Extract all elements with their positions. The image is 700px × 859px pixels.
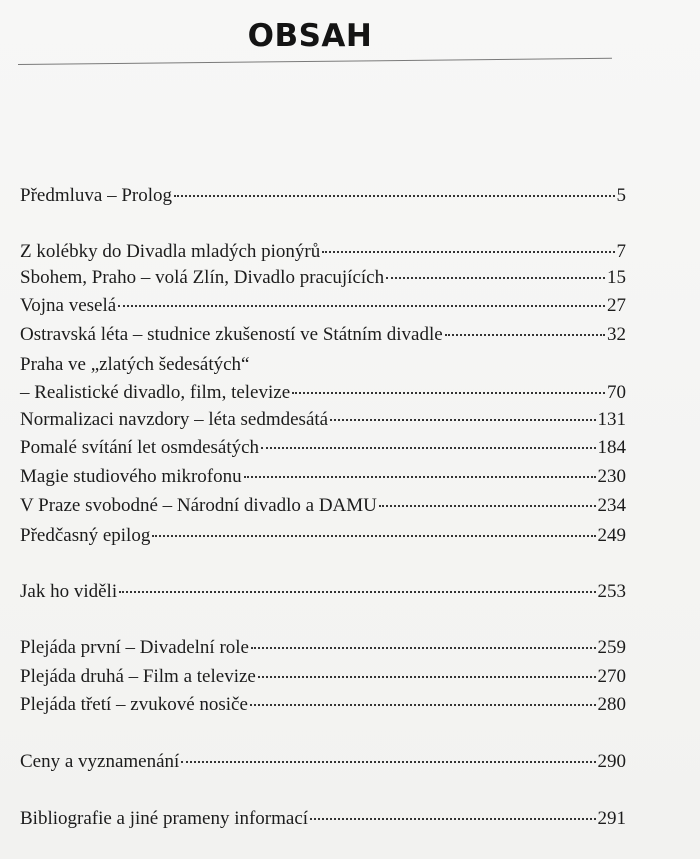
- toc-entry: [20, 408, 626, 432]
- toc-entry: [20, 323, 626, 347]
- toc-entry: [20, 294, 626, 318]
- toc-entry: [20, 436, 626, 460]
- toc-entry: [20, 665, 626, 689]
- toc-entry-page: 291: [597, 808, 626, 829]
- leader-dots: [292, 392, 605, 394]
- toc-entry-title: Ceny a vyznamenání: [20, 751, 180, 772]
- toc-entry-page: 234: [597, 495, 626, 516]
- toc-entry-title: V Praze svobodné – Národní divadlo a DAMU: [20, 495, 377, 516]
- leader-dots: [258, 676, 596, 678]
- title-rule: [18, 58, 612, 65]
- toc-entry: [20, 807, 626, 831]
- toc-entry-title: Praha ve „zlatých šedesátých“: [20, 354, 250, 375]
- toc-entry-title: Předčasný epilog: [20, 525, 151, 546]
- leader-dots: [322, 251, 614, 253]
- toc-entry-title: Magie studiového mikrofonu: [20, 466, 242, 487]
- toc-entry-title: Vojna veselá: [20, 295, 117, 316]
- leader-dots: [379, 505, 596, 507]
- toc-entry: [20, 750, 626, 774]
- toc-entry-page: 280: [597, 694, 626, 715]
- toc-entry-page: 249: [597, 525, 626, 546]
- toc-entry-page: 184: [597, 437, 626, 458]
- toc-entry: [20, 353, 626, 377]
- leader-dots: [251, 647, 596, 649]
- toc-entry-title: Normalizaci navzdory – léta sedmdesátá: [20, 409, 329, 430]
- toc-entry: [20, 494, 626, 518]
- leader-dots: [119, 591, 595, 593]
- leader-dots: [244, 476, 596, 478]
- toc-entry-title: Plejáda první – Divadelní role: [20, 637, 249, 658]
- toc-entry-page: 253: [597, 581, 626, 602]
- toc-entry: [20, 580, 626, 604]
- toc-entry-page: 7: [616, 241, 626, 262]
- toc-entry-page: 290: [597, 751, 626, 772]
- leader-dots: [152, 535, 595, 537]
- page-title: OBSAH: [247, 18, 373, 54]
- toc-entry-page: 270: [597, 666, 626, 687]
- toc-entry-title: Sbohem, Praho – volá Zlín, Divadlo pracujících: [20, 267, 385, 288]
- toc-entry: [20, 693, 626, 717]
- toc-entry: [20, 636, 626, 660]
- leader-dots: [386, 277, 605, 279]
- toc-entry: [20, 184, 626, 208]
- toc-entry-title: Jak ho viděli: [20, 581, 118, 602]
- toc-entry-page: 230: [597, 466, 626, 487]
- leader-dots: [250, 704, 596, 706]
- leader-dots: [181, 761, 595, 763]
- toc-entry-page: 131: [597, 409, 626, 430]
- leader-dots: [330, 419, 595, 421]
- toc-entry-title: Plejáda druhá – Film a televize: [20, 666, 256, 687]
- toc-entry-page: 15: [607, 267, 626, 288]
- toc-entry-page: 27: [607, 295, 626, 316]
- toc-entry-title: Pomalé svítání let osmdesátých: [20, 437, 260, 458]
- toc-entry-title: Předmluva – Prolog: [20, 185, 172, 206]
- toc-entry: [20, 381, 626, 405]
- toc-entry: [20, 524, 626, 548]
- leader-dots: [261, 447, 595, 449]
- leader-dots: [310, 818, 595, 820]
- leader-dots: [174, 195, 615, 197]
- toc-entry: [20, 465, 626, 489]
- toc-entry-title: Bibliografie a jiné prameny informací: [20, 808, 309, 829]
- toc-entry-page: 32: [607, 324, 626, 345]
- toc-entry-title: – Realistické divadlo, film, televize: [20, 382, 291, 403]
- toc-entry-title: Ostravská léta – studnice zkušeností ve Státním divadle: [20, 324, 443, 345]
- toc-entry: [20, 240, 626, 264]
- leader-dots: [118, 305, 605, 307]
- toc-entry-title: Z kolébky do Divadla mladých pionýrů: [20, 241, 321, 262]
- toc-entry-page: 259: [597, 637, 626, 658]
- toc-entry-page: 70: [607, 382, 626, 403]
- leader-dots: [445, 334, 605, 336]
- toc-entry: [20, 266, 626, 290]
- toc-entry-page: 5: [616, 185, 626, 206]
- toc-entry-title: Plejáda třetí – zvukové nosiče: [20, 694, 248, 715]
